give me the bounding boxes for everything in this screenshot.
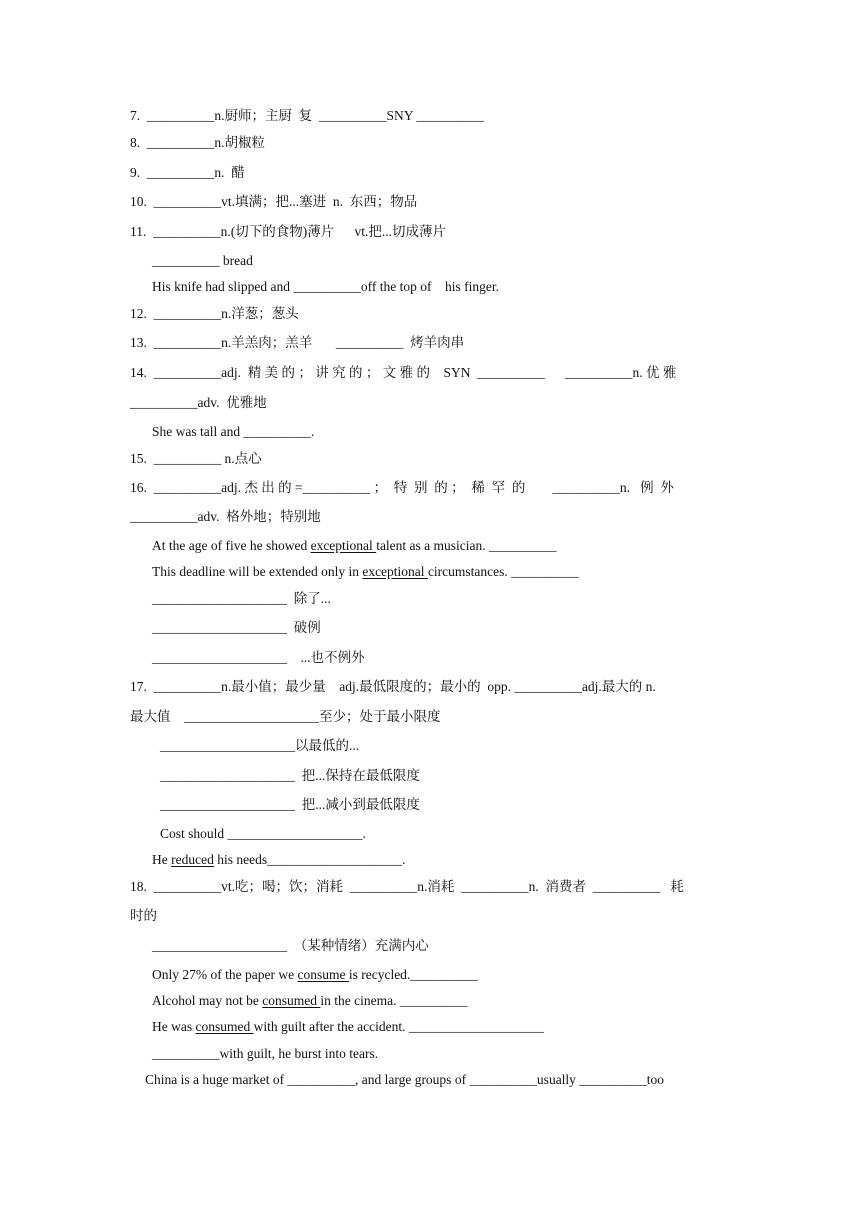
underlined-word: exceptional	[310, 538, 377, 553]
example-text: Alcohol may not be	[152, 993, 263, 1008]
item-16-phrase-1: ____________________ 除了...	[152, 591, 331, 606]
item-17-phrase-1: ____________________以最低的...	[160, 738, 360, 753]
item-18: 18. __________vt.吃；喝；饮；消耗 __________n.消耗 __________n. 消费者 __________ 耗	[130, 879, 684, 894]
underlined-word: consumed	[262, 993, 321, 1008]
item-14-example: She was tall and __________.	[152, 424, 315, 439]
underlined-word: consumed	[195, 1019, 254, 1034]
item-16-example-2	[152, 563, 732, 581]
item-16: 16. __________adj. 杰 出 的 =__________ ； 特 别 的 ； 稀 罕 的 __________n. 例 外	[130, 480, 674, 495]
example-text: He	[152, 852, 172, 867]
item-13: 13. __________n.羊羔肉；羔羊 __________ 烤羊肉串	[130, 335, 465, 350]
item-17-phrase-2: ____________________ 把...保持在最低限度	[160, 768, 420, 783]
item-17: 17. __________n.最小值；最少量 adj.最低限度的；最小的 opp. __________adj.最大的 n.	[130, 679, 656, 694]
item-8: 8. __________n.胡椒粒	[130, 135, 265, 150]
underlined-word: reduced	[171, 852, 214, 867]
item-16-phrase-2: ____________________ 破例	[152, 620, 321, 635]
underlined-word: consume	[297, 967, 349, 982]
item-18-example-5: China is a huge market of __________, and large groups of __________usually __________too	[145, 1072, 665, 1087]
item-16-adverb: __________adv. 格外地；特别地	[130, 509, 321, 524]
item-7: 7. __________n.厨师；主厨 复 __________SNY __________	[130, 108, 484, 123]
example-text: circumstances. __________	[427, 564, 579, 579]
item-18-example-1	[152, 966, 732, 984]
item-11-phrase: __________ bread	[152, 253, 253, 268]
example-text: At the age of five he showed	[152, 538, 311, 553]
item-10: 10. __________vt.填满；把...塞进 n. 东西；物品	[130, 194, 418, 209]
item-16-phrase-3: ____________________ ...也不例外	[152, 650, 365, 665]
example-text: is recycled.__________	[348, 967, 478, 982]
example-text: talent as a musician. __________	[376, 538, 557, 553]
item-18-cont: 时的	[130, 908, 157, 923]
item-18-example-4: __________with guilt, he burst into tears.	[152, 1046, 379, 1061]
item-17-example-2	[152, 851, 732, 869]
item-15: 15. __________ n.点心	[130, 451, 262, 466]
example-text: his needs____________________.	[213, 852, 406, 867]
example-text: He was	[152, 1019, 196, 1034]
item-16-example-1	[152, 537, 732, 555]
item-18-phrase: ____________________ （某种情绪）充满内心	[152, 938, 429, 953]
item-14-adverb: __________adv. 优雅地	[130, 395, 267, 410]
example-text: in the cinema. __________	[320, 993, 468, 1008]
underlined-word: exceptional	[362, 564, 428, 579]
example-text: This deadline will be extended only in	[152, 564, 363, 579]
item-11: 11. __________n.(切下的食物)薄片 vt.把...切成薄片	[130, 224, 446, 239]
item-11-example: His knife had slipped and __________off the top of his finger.	[152, 279, 499, 294]
item-9: 9. __________n. 醋	[130, 165, 245, 180]
item-18-example-3	[152, 1018, 732, 1036]
item-17-phrase-3: ____________________ 把...减小到最低限度	[160, 797, 420, 812]
example-text: Only 27% of the paper we	[152, 967, 298, 982]
item-17-example-1: Cost should ____________________.	[160, 826, 366, 841]
item-14: 14. __________adj. 精 美 的 ； 讲 究 的 ； 文 雅 的 SYN __________ __________n. 优 雅	[130, 365, 677, 380]
example-text: with guilt after the accident. ____________________	[253, 1019, 544, 1034]
item-17-max: 最大值 ____________________至少；处于最小限度	[130, 709, 441, 724]
item-12: 12. __________n.洋葱；葱头	[130, 306, 299, 321]
item-18-example-2	[152, 992, 732, 1010]
